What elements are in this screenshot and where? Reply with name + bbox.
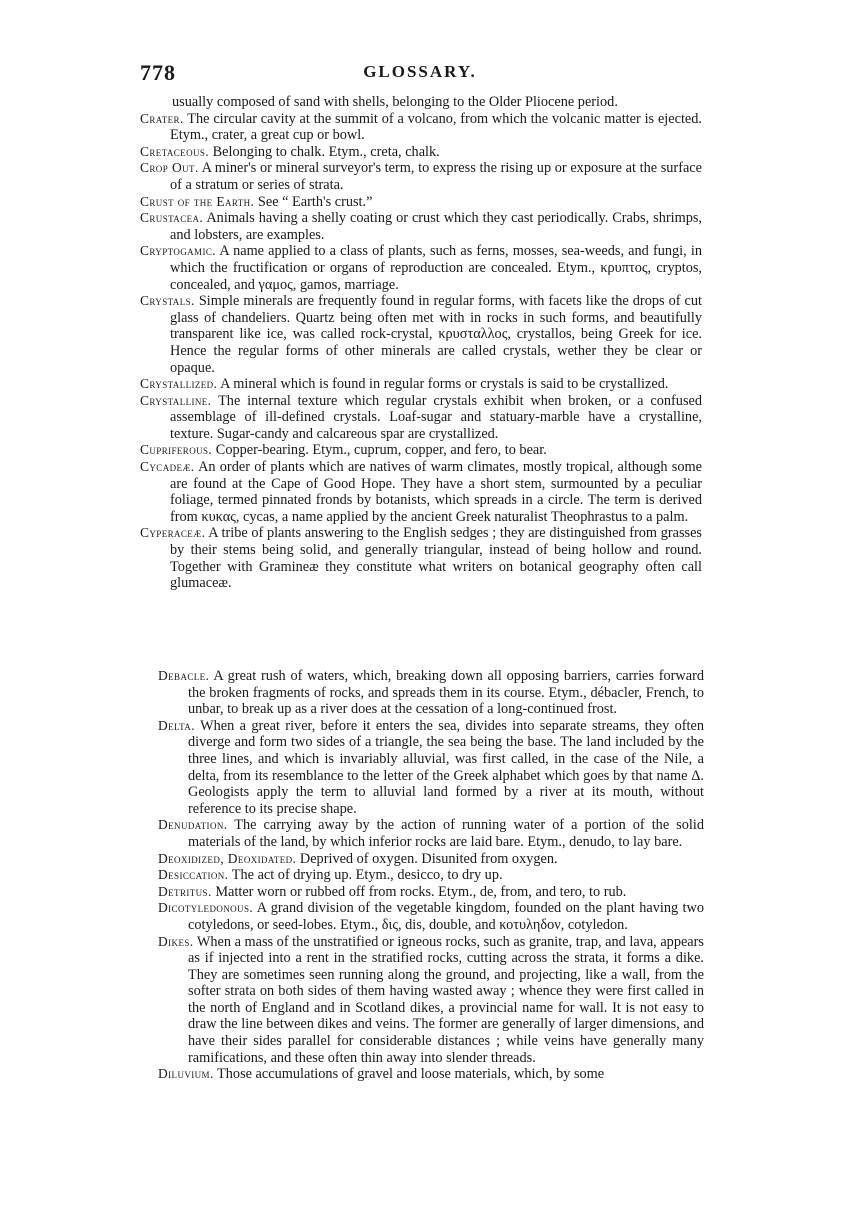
entry-text: The internal texture which regular crystals exhibit when broken, or a confused assemblage of ill-defined crystals. Loaf-sugar and statuary-marble have a crystalline, texture. Sugar-candy and calcareous spar are crystallized.	[170, 392, 702, 442]
entry-text: A mineral which is found in regular forms or crystals is said to be crystallized.	[220, 376, 669, 393]
page-number: 778	[140, 60, 176, 85]
entry-term: Diluvium.	[158, 1066, 214, 1082]
glossary-entry	[158, 867, 704, 884]
entry-text: A great rush of waters, which, breaking down all opposing barriers, carries forward the broken fragments of rocks, and spreads them in its course. Etym., débacler, French, to unbar, to break up as a river does at the cessation of a long-continued frost.	[188, 668, 704, 718]
entry-text: A tribe of plants answering to the English sedges ; they are distinguished from grasses by their stems being solid, and generally triangular, instead of being hollow and round. Together with Gramineæ they constitute what writers on botanical geography often call glumaceæ.	[170, 525, 702, 592]
entry-term: Crystallized.	[140, 376, 218, 392]
running-title: GLOSSARY.	[363, 62, 477, 81]
glossary-entry	[140, 525, 702, 591]
entry-text: Animals having a shelly coating or crust which they cast periodically. Crabs, shrimps, and lobsters, are examples.	[170, 210, 702, 243]
entry-term: Deoxidized, Deoxidated.	[158, 850, 297, 866]
entry-text: The carrying away by the action of running water of a portion of the solid materials of the land, by which inferior rocks are laid bare. Etym., denudo, to lay bare.	[188, 817, 704, 850]
entry-term: Desiccation.	[158, 867, 229, 883]
glossary-entry	[140, 210, 702, 243]
glossary-entries-d	[158, 668, 704, 1083]
glossary-entry	[140, 194, 702, 211]
entry-text: When a great river, before it enters the sea, divides into separate streams, they often diverge and form two sides of a triangle, the sea being the base. The land included by the three lines, and which is invariably alluvial, was first called, in the case of the Nile, a delta, from its resemblance to the letter of the Greek alphabet which goes by that name Δ. Geologists apply the term to alluvial land formed by a river at its mouth, without reference to its precise shape.	[188, 717, 704, 817]
glossary-entry	[140, 393, 702, 443]
entry-text: Belonging to chalk. Etym., creta, chalk.	[212, 143, 440, 160]
glossary-entry	[158, 817, 704, 850]
glossary-entry	[158, 1066, 704, 1083]
entry-term: Crystalline.	[140, 392, 212, 408]
entry-text: A name applied to a class of plants, such as ferns, mosses, sea-weeds, and fungi, in which the fructification or organs of reproduction are concealed. Etym., κρυπτος, cryptos, concealed, and γαμος, gamos, marriage.	[170, 243, 702, 293]
glossary-entry	[158, 884, 704, 901]
entry-term: Dikes.	[158, 933, 194, 949]
entry-text: Copper-bearing. Etym., cuprum, copper, and fero, to bear.	[215, 442, 547, 459]
glossary-entry	[140, 144, 702, 161]
entry-term: Cretaceous.	[140, 143, 210, 159]
entry-term: Dicotyledonous.	[158, 900, 254, 916]
entry-text: When a mass of the unstratified or igneous rocks, such as granite, trap, and lava, appears as if injected into a rent in the stratified rocks, cutting across the strata, it forms a dike. They are sometimes seen running along the ground, and projecting, like a wall, from the softer strata on both sides of them having wasted away ; whence they were first called in the north of England and in Scotland dikes, a provincial name for wall. It is not easy to draw the line between dikes and veins. The former are generally of larger dimensions, and have their sides parallel for considerable distances ; while veins have generally many ramifications, and these often thin away into slender threads.	[188, 933, 704, 1066]
page-header	[140, 60, 700, 90]
glossary-entries-c	[140, 94, 702, 592]
glossary-entry	[140, 160, 702, 193]
glossary-entry-continuation	[140, 94, 702, 111]
entry-text: See “ Earth's crust.”	[257, 193, 373, 210]
glossary-entry	[158, 718, 704, 818]
entry-term: Denudation.	[158, 817, 228, 833]
glossary-entry	[140, 243, 702, 293]
entry-term: Crust of the Earth.	[140, 193, 255, 209]
entry-text: A miner's or mineral surveyor's term, to express the rising up or exposure at the surface of a stratum or series of strata.	[170, 160, 702, 193]
entry-text: The circular cavity at the summit of a volcano, from which the volcanic matter is ejected. Etym., crater, a great cup or bowl.	[170, 110, 702, 144]
entry-term: Cupriferous.	[140, 442, 213, 458]
entry-text: Matter worn or rubbed off from rocks. Etym., de, from, and tero, to rub.	[215, 883, 627, 900]
entry-text: usually composed of sand with shells, belonging to the Older Pliocene period.	[172, 94, 618, 110]
entry-text: The act of drying up. Etym., desicco, to dry up.	[231, 867, 503, 884]
glossary-entry	[140, 111, 702, 144]
entry-term: Debacle.	[158, 668, 210, 683]
glossary-entry	[158, 668, 704, 718]
entry-term: Crystals.	[140, 293, 195, 309]
glossary-entry	[158, 934, 704, 1067]
entry-term: Crustacea.	[140, 210, 204, 226]
entry-term: Detritus.	[158, 883, 212, 899]
glossary-entry	[140, 459, 702, 525]
entry-term: Cycadeæ.	[140, 459, 195, 475]
glossary-entry	[140, 376, 702, 393]
entry-text: Those accumulations of gravel and loose materials, which, by some	[217, 1066, 605, 1083]
entry-text: A grand division of the vegetable kingdom, founded on the plant having two cotyledons, or seed-lobes. Etym., δις, dis, double, and κοτυληδον, cotyledon.	[188, 900, 704, 933]
glossary-entry	[140, 293, 702, 376]
entry-term: Cyperaceæ.	[140, 525, 206, 541]
entry-text: An order of plants which are natives of warm climates, mostly tropical, although some are found at the Cape of Good Hope. They have a short stem, surmounted by a peculiar foliage, termed pinnated fronds by botanists, which spreads in a circle. The term is derived from κυκας, cycas, a name applied by the ancient Greek naturalist Theophrastus to a palm.	[170, 459, 702, 525]
entry-text: Deprived of oxygen. Disunited from oxygen.	[299, 850, 558, 867]
glossary-entry	[158, 851, 704, 868]
entry-term: Crater.	[140, 110, 184, 126]
glossary-entry	[140, 442, 702, 459]
entry-text: Simple minerals are frequently found in regular forms, with facets like the drops of cut glass of chandeliers. Quartz being often met with in rocks in such forms, and beautifully transparent like ice, was called rock-crystal, κρυσταλλος, crystallos, being Greek for ice. Hence the regular forms of other minerals are called crystals, wether they be clear or opaque.	[170, 293, 703, 376]
glossary-entry	[158, 900, 704, 933]
entry-term: Delta.	[158, 717, 195, 733]
entry-term: Crop Out.	[140, 160, 199, 176]
entry-term: Cryptogamic.	[140, 243, 217, 259]
